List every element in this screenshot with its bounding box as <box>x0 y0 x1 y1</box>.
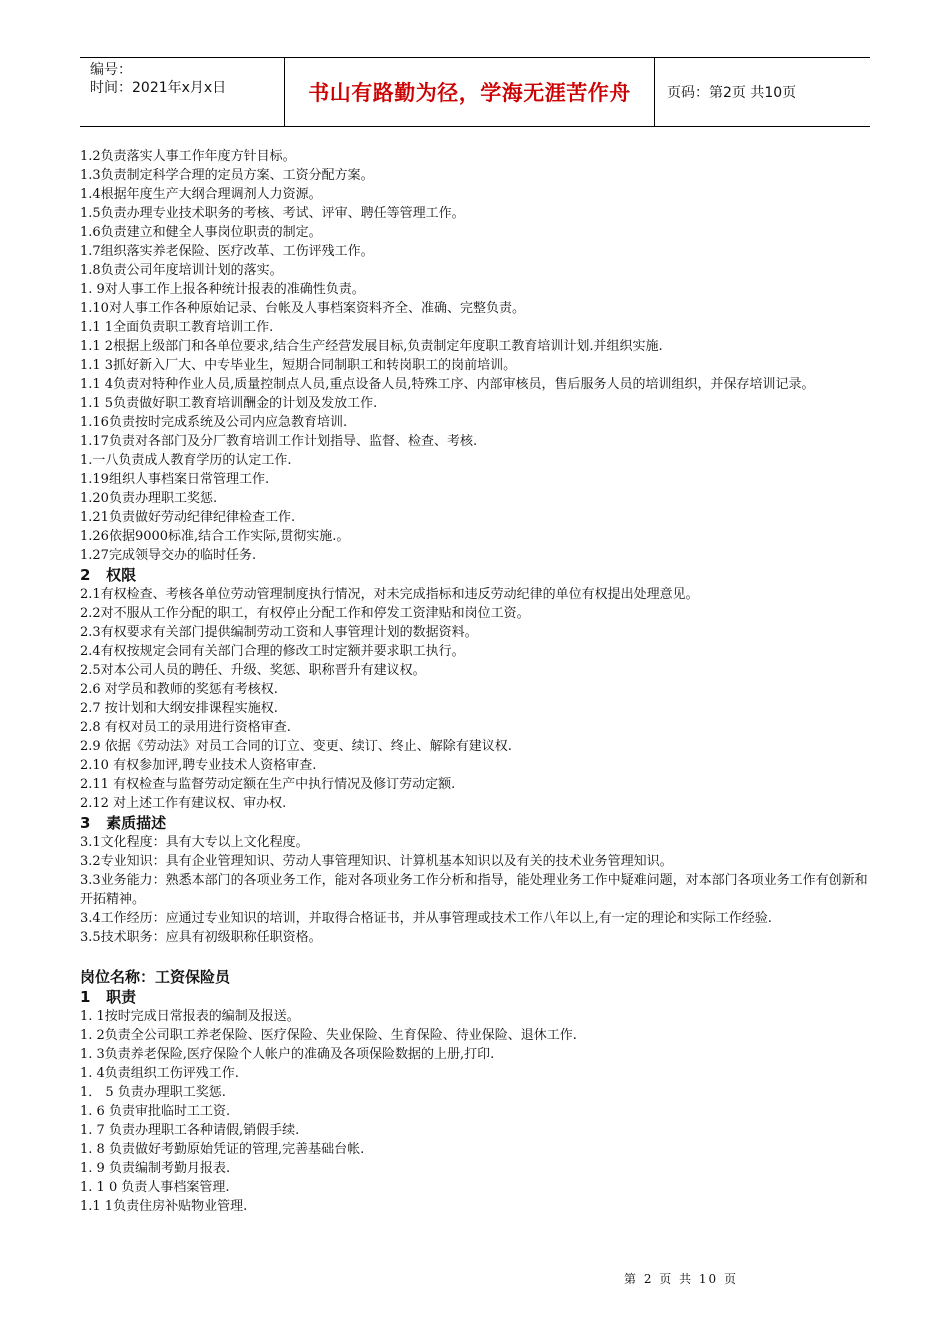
list-item: 1.3负责制定科学合理的定员方案、工资分配方案。 <box>80 168 374 183</box>
list-item: 3.4工作经历：应通过专业知识的培训，并取得合格证书，并从事管理或技术工作八年以上,有一定的理论和实际工作经验. <box>80 911 772 926</box>
list-item: 1. 9对人事工作上报各种统计报表的准确性负责。 <box>80 282 365 297</box>
list-item: 1. 2负责全公司职工养老保险、医疗保险、失业保险、生育保险、待业保险、退休工作. <box>80 1028 577 1043</box>
duties2-list <box>80 1007 880 1216</box>
list-item: 1. 8 负责做好考勤原始凭证的管理,完善基础台帐. <box>80 1142 365 1157</box>
list-item: 3.3业务能力：熟悉本部门的各项业务工作，能对各项业务工作分析和指导，能处理业务工作中疑难问题，对本部门各项业务工作有创新和开拓精神。 <box>80 873 868 907</box>
list-item: 2.7 按计划和大纲安排课程实施权. <box>80 701 278 716</box>
list-item: 3.5技术职务：应具有初级职称任职资格。 <box>80 930 322 945</box>
list-item: 2.4有权按规定会同有关部门合理的修改工时定额并要求职工执行。 <box>80 644 465 659</box>
list-item: 1.一八负责成人教育学历的认定工作. <box>80 453 292 468</box>
post-title: 岗位名称：工资保险员 <box>80 968 231 986</box>
duties2-heading: 1 职责 <box>80 988 137 1006</box>
list-item: 3.2专业知识：具有企业管理知识、劳动人事管理知识、计算机基本知识以及有关的技术业务管理知识。 <box>80 854 673 869</box>
list-item: 2.9 依据《劳动法》对员工合同的订立、变更、续订、终止、解除有建议权. <box>80 739 512 754</box>
list-item: 1. 1 0 负责人事档案管理. <box>80 1180 230 1195</box>
header-meta <box>80 58 285 126</box>
duties-list <box>80 147 880 565</box>
list-item: 1.5负责办理专业技术职务的考核、考试、评审、聘任等管理工作。 <box>80 206 465 221</box>
list-item: 1.19组织人事档案日常管理工作. <box>80 472 270 487</box>
list-item: 1. 6 负责审批临时工工资. <box>80 1104 231 1119</box>
list-item: 1.10对人事工作各种原始记录、台帐及人事档案资料齐全、准确、完整负责。 <box>80 301 525 316</box>
list-item: 2.3有权要求有关部门提供编制劳动工资和人事管理计划的数据资料。 <box>80 625 478 640</box>
list-item: 2.2对不服从工作分配的职工，有权停止分配工作和停发工资津贴和岗位工资。 <box>80 606 530 621</box>
list-item: 1.4根据年度生产大纲合理调剂人力资源。 <box>80 187 322 202</box>
document-body <box>80 147 880 1216</box>
list-item: 1.20负责办理职工奖惩. <box>80 491 218 506</box>
page-footer: 第 2 页 共 10 页 <box>624 1272 738 1286</box>
list-item: 2.12 对上述工作有建议权、审办权. <box>80 796 287 811</box>
doc-number-label: 编号： <box>90 62 132 78</box>
list-item: 1.2负责落实人事工作年度方针目标。 <box>80 149 296 164</box>
list-item: 1.21负责做好劳动纪律纪律检查工作. <box>80 510 296 525</box>
list-item: 1. 7 负责办理职工各种请假,销假手续. <box>80 1123 300 1138</box>
list-item: 1.7组织落实养老保险、医疗改革、工伤评残工作。 <box>80 244 374 259</box>
list-item: 1.27完成领导交办的临时任务. <box>80 548 257 563</box>
list-item: 1.1 1负责住房补贴物业管理. <box>80 1199 248 1214</box>
quality-heading: 3 素质描述 <box>80 814 167 832</box>
list-item: 3.1文化程度：具有大专以上文化程度。 <box>80 835 309 850</box>
list-item: 2.5对本公司人员的聘任、升级、奖惩、职称晋升有建议权。 <box>80 663 426 678</box>
list-item: 1. 4负责组织工伤评残工作. <box>80 1066 239 1081</box>
list-item: 1.1 2根据上级部门和各单位要求,结合生产经营发展目标,负责制定年度职工教育培训计划.并组织实施. <box>80 339 663 354</box>
list-item: 2.11 有权检查与监督劳动定额在生产中执行情况及修订劳动定额. <box>80 777 456 792</box>
header-page-info: 页码：第2页 共10页 <box>667 85 797 101</box>
doc-time-label: 时间：2021年x月x日 <box>90 80 227 96</box>
list-item: 2.6 对学员和教师的奖惩有考核权. <box>80 682 278 697</box>
list-item: 1. 9 负责编制考勤月报表. <box>80 1161 231 1176</box>
page-header <box>80 57 870 127</box>
list-item: 1.6负责建立和健全人事岗位职责的制定。 <box>80 225 322 240</box>
list-item: 1.26依据9000标准,结合工作实际,贯彻实施.。 <box>80 529 350 544</box>
list-item: 1.1 3抓好新入厂大、中专毕业生，短期合同制职工和转岗职工的岗前培训。 <box>80 358 517 373</box>
rights-heading: 2 权限 <box>80 566 137 584</box>
list-item: 1． 5 负责办理职工奖惩. <box>80 1085 226 1100</box>
rights-list <box>80 585 880 813</box>
list-item: 1.1 1全面负责职工教育培训工作. <box>80 320 274 335</box>
list-item: 1.1 4负责对特种作业人员,质量控制点人员,重点设备人员,特殊工序、内部审核员，售后服务人员的培训组织，并保存培训记录。 <box>80 377 815 392</box>
list-item: 1.1 5负责做好职工教育培训酬金的计划及发放工作. <box>80 396 378 411</box>
list-item: 1. 1按时完成日常报表的编制及报送。 <box>80 1009 300 1024</box>
list-item: 1.8负责公司年度培训计划的落实。 <box>80 263 283 278</box>
list-item: 1.16负责按时完成系统及公司内应急教育培训. <box>80 415 348 430</box>
list-item: 1.17负责对各部门及分厂教育培训工作计划指导、监督、检查、考核. <box>80 434 478 449</box>
list-item: 2.10 有权参加评,聘专业技术人资格审查. <box>80 758 317 773</box>
list-item: 2.8 有权对员工的录用进行资格审查. <box>80 720 291 735</box>
quality-list <box>80 833 880 947</box>
list-item: 1. 3负责养老保险,医疗保险个人帐户的准确及各项保险数据的上册,打印. <box>80 1047 495 1062</box>
list-item: 2.1有权检查、考核各单位劳动管理制度执行情况，对未完成指标和违反劳动纪律的单位有权提出处理意见。 <box>80 587 699 602</box>
header-motto: 书山有路勤为径，学海无涯苦作舟 <box>285 58 655 126</box>
